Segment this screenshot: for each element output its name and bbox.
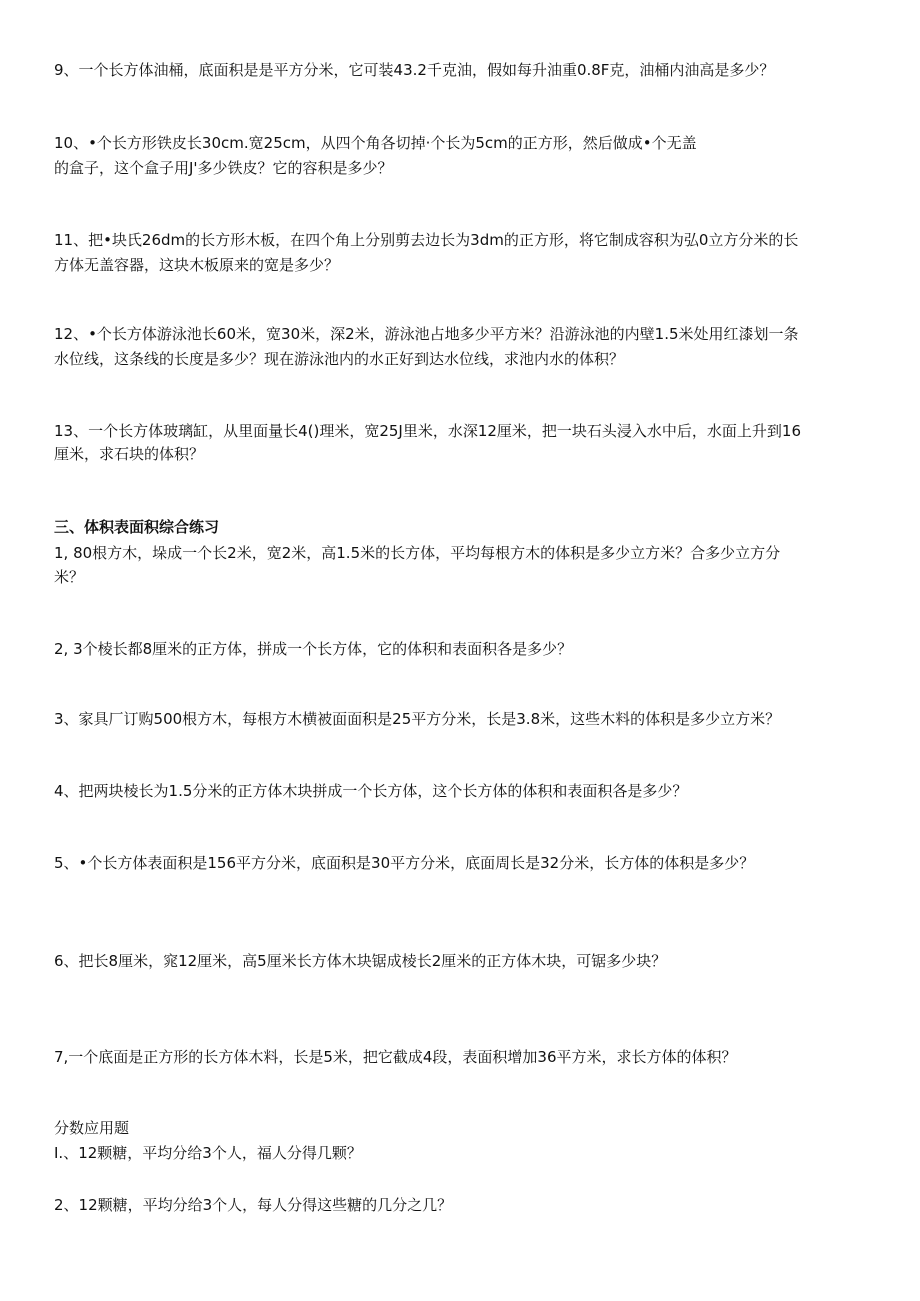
- problem-9: 9、一个长方体油桶，底面积是是平方分米，它可装43.2千克油，假如每升油重0.8F克，油桶内油高是多少？: [54, 61, 775, 79]
- section-3-title: 三、体积表面积综合练习: [54, 518, 220, 536]
- section-3-problem-5: 5、•个长方体表面积是156平方分米，底面积是30平方分米，底面周长是32分米，长方体的体积是多少？: [54, 854, 755, 872]
- section-3-problem-4: 4、把两块棱长为1.5分米的正方体木块拼成一个长方体，这个长方体的体积和表面积各是多少？: [54, 782, 688, 800]
- section-3-problem-1-line-2: 米？: [54, 568, 85, 586]
- problem-13-line-2: 厘米，求石块的体积？: [54, 445, 205, 463]
- section-3-problem-7: 7,一个底面是正方形的长方体木料，长是5米，把它截成4段，表面积增加36平方米，求长方体的体积？: [54, 1048, 737, 1066]
- problem-12-line-2: 水位线，这条线的长度是多少？现在游泳池内的水正好到达水位线，求池内水的体积？: [54, 350, 625, 368]
- problem-10-line-1: 10、•个长方形铁皮长30cm.宽25cm，从四个角各切掉·个长为5cm的正方形，然后做成•个无盖: [54, 134, 697, 152]
- problem-11-line-1: 11、把•块氏26dm的长方形木板，在四个角上分别剪去边长为3dm的正方形，将它制成容积为弘0立方分米的长: [54, 231, 799, 249]
- section-3-problem-6: 6、把长8厘米，窕12厘米，高5厘米长方体木块锯成棱长2厘米的正方体木块，可锯多少块？: [54, 952, 667, 970]
- section-3-problem-2: 2, 3个棱长都8厘米的正方体，拼成一个长方体，它的体积和表面积各是多少？: [54, 640, 573, 658]
- fraction-section-title: 分数应用题: [54, 1119, 130, 1137]
- problem-11-line-2: 方体无盖容器，这块木板原来的宽是多少？: [54, 256, 340, 274]
- problem-10-line-2: 的盒子，这个盒子用J'多少铁皮？它的容积是多少？: [54, 159, 393, 177]
- problem-13-line-1: 13、一个长方体玻璃缸，从里面量长4()理米，宽25J里米，水深12厘米，把一块石头浸入水中后，水面上升到16: [54, 422, 802, 440]
- fraction-problem-1: I.、12颗糖，平均分给3个人，福人分得几颗？: [54, 1144, 362, 1162]
- problem-12-line-1: 12、•个长方体游泳池长60米，宽30米，深2米，游泳池占地多少平方米？沿游泳池的内壁1.5米处用红漆划一条: [54, 325, 799, 343]
- section-3-problem-3: 3、家具厂订购500根方木，每根方木横被面面积是25平方分米，长是3.8米，这些木料的体积是多少立方米？: [54, 710, 781, 728]
- fraction-problem-2: 2、12颗糖，平均分给3个人，每人分得这些糖的几分之几？: [54, 1196, 453, 1214]
- section-3-problem-1-line-1: 1, 80根方木，垛成一个长2米，宽2米，高1.5米的长方体，平均每根方木的体积是多少立方米？合多少立方分: [54, 544, 781, 562]
